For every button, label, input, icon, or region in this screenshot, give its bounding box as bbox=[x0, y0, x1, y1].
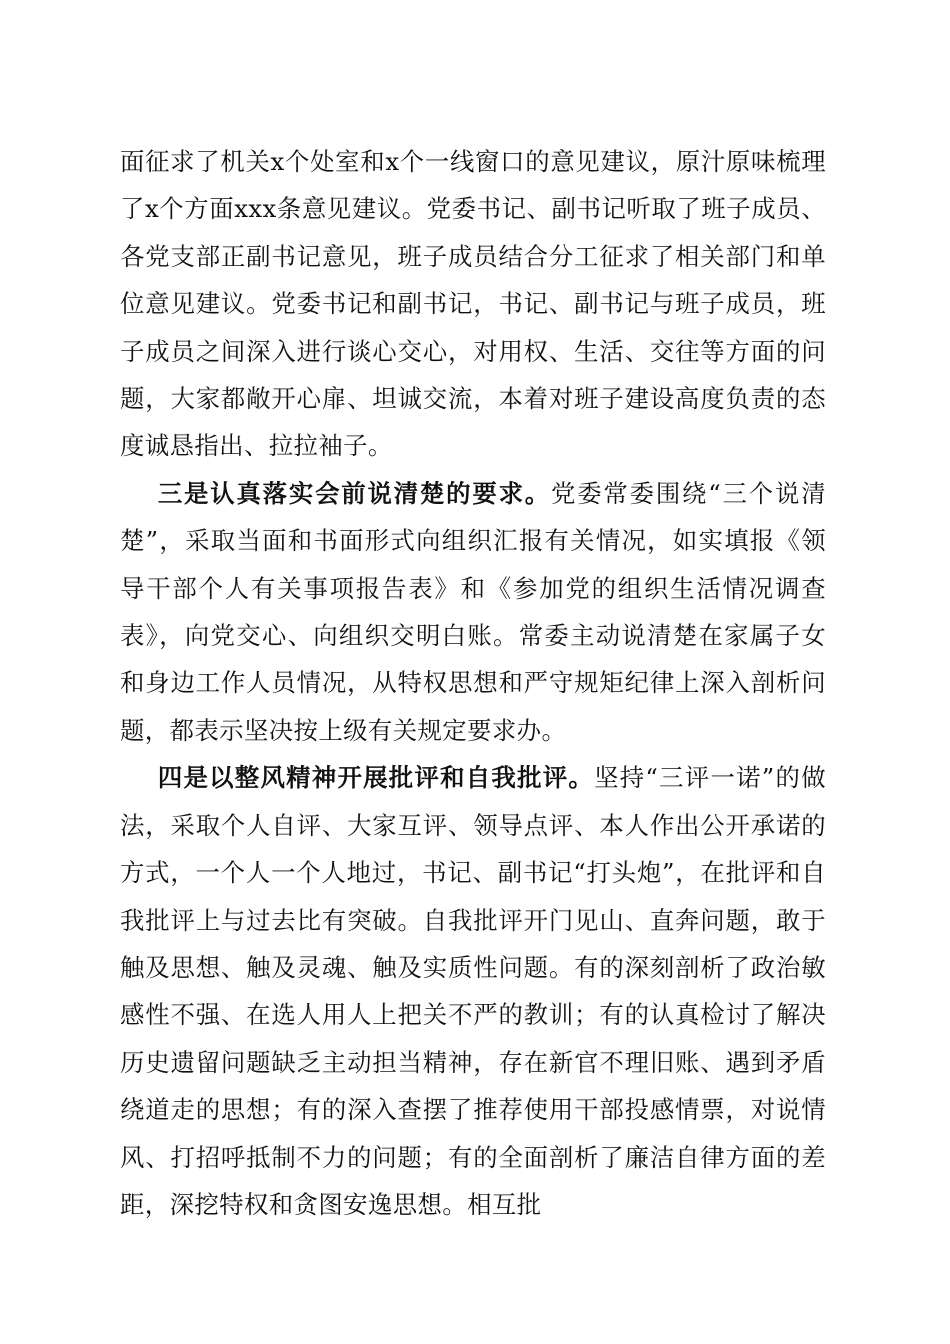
paragraph-text: 党委常委围绕“三个说清楚”，采取当面和书面形式向组织汇报有关情况，如实填报《领导干部个人有关事项报告表》和《参加党的组织生活情况调查表》，向党交心、向组织交明白账。常委主动说清楚在家属子女和身边工作人员情况，从特权思想和严守规矩纪律上深入剖析问题，都表示坚决按上级有关规定要求办。 bbox=[120, 478, 826, 745]
paragraph-point-three bbox=[120, 470, 826, 754]
paragraph-text: 坚持“三评一诺”的做法，采取个人自评、大家互评、领导点评、本人作出公开承诺的方式，一个人一个人地过，书记、副书记“打头炮”，在批评和自我批评上与过去比有突破。自我批评开门见山、直奔问题，敢于触及思想、触及灵魂、触及实质性问题。有的深刻剖析了政治敏感性不强、在选人用人上把关不严的教训；有的认真检讨了解决历史遗留问题缺乏主动担当精神，存在新官不理旧账、遇到矛盾绕道走的思想；有的深入查摆了推荐使用干部投感情票，对说情风、打招呼抵制不力的问题；有的全面剖析了廉洁自律方面的差距，深挖特权和贪图安逸思想。相互批 bbox=[120, 763, 826, 1219]
document-body bbox=[120, 138, 826, 1228]
paragraph-point-four bbox=[120, 754, 826, 1228]
paragraph-text: 面征求了机关x个处室和x个一线窗口的意见建议，原汁原味梳理了x个方面xxx条意见建议。党委书记、副书记听取了班子成员、各党支部正副书记意见，班子成员结合分工征求了相关部门和单位意见建议。党委书记和副书记，书记、副书记与班子成员，班子成员之间深入进行谈心交心，对用权、生活、交往等方面的问题，大家都敞开心扉、坦诚交流，本着对班子建设高度负责的态度诚恳指出、拉拉袖子。 bbox=[120, 147, 826, 461]
paragraph-lead-heading: 四是以整风精神开展批评和自我批评。 bbox=[157, 763, 595, 793]
paragraph-continuation bbox=[120, 138, 826, 470]
paragraph-lead-heading: 三是认真落实会前说清楚的要求。 bbox=[157, 478, 551, 508]
